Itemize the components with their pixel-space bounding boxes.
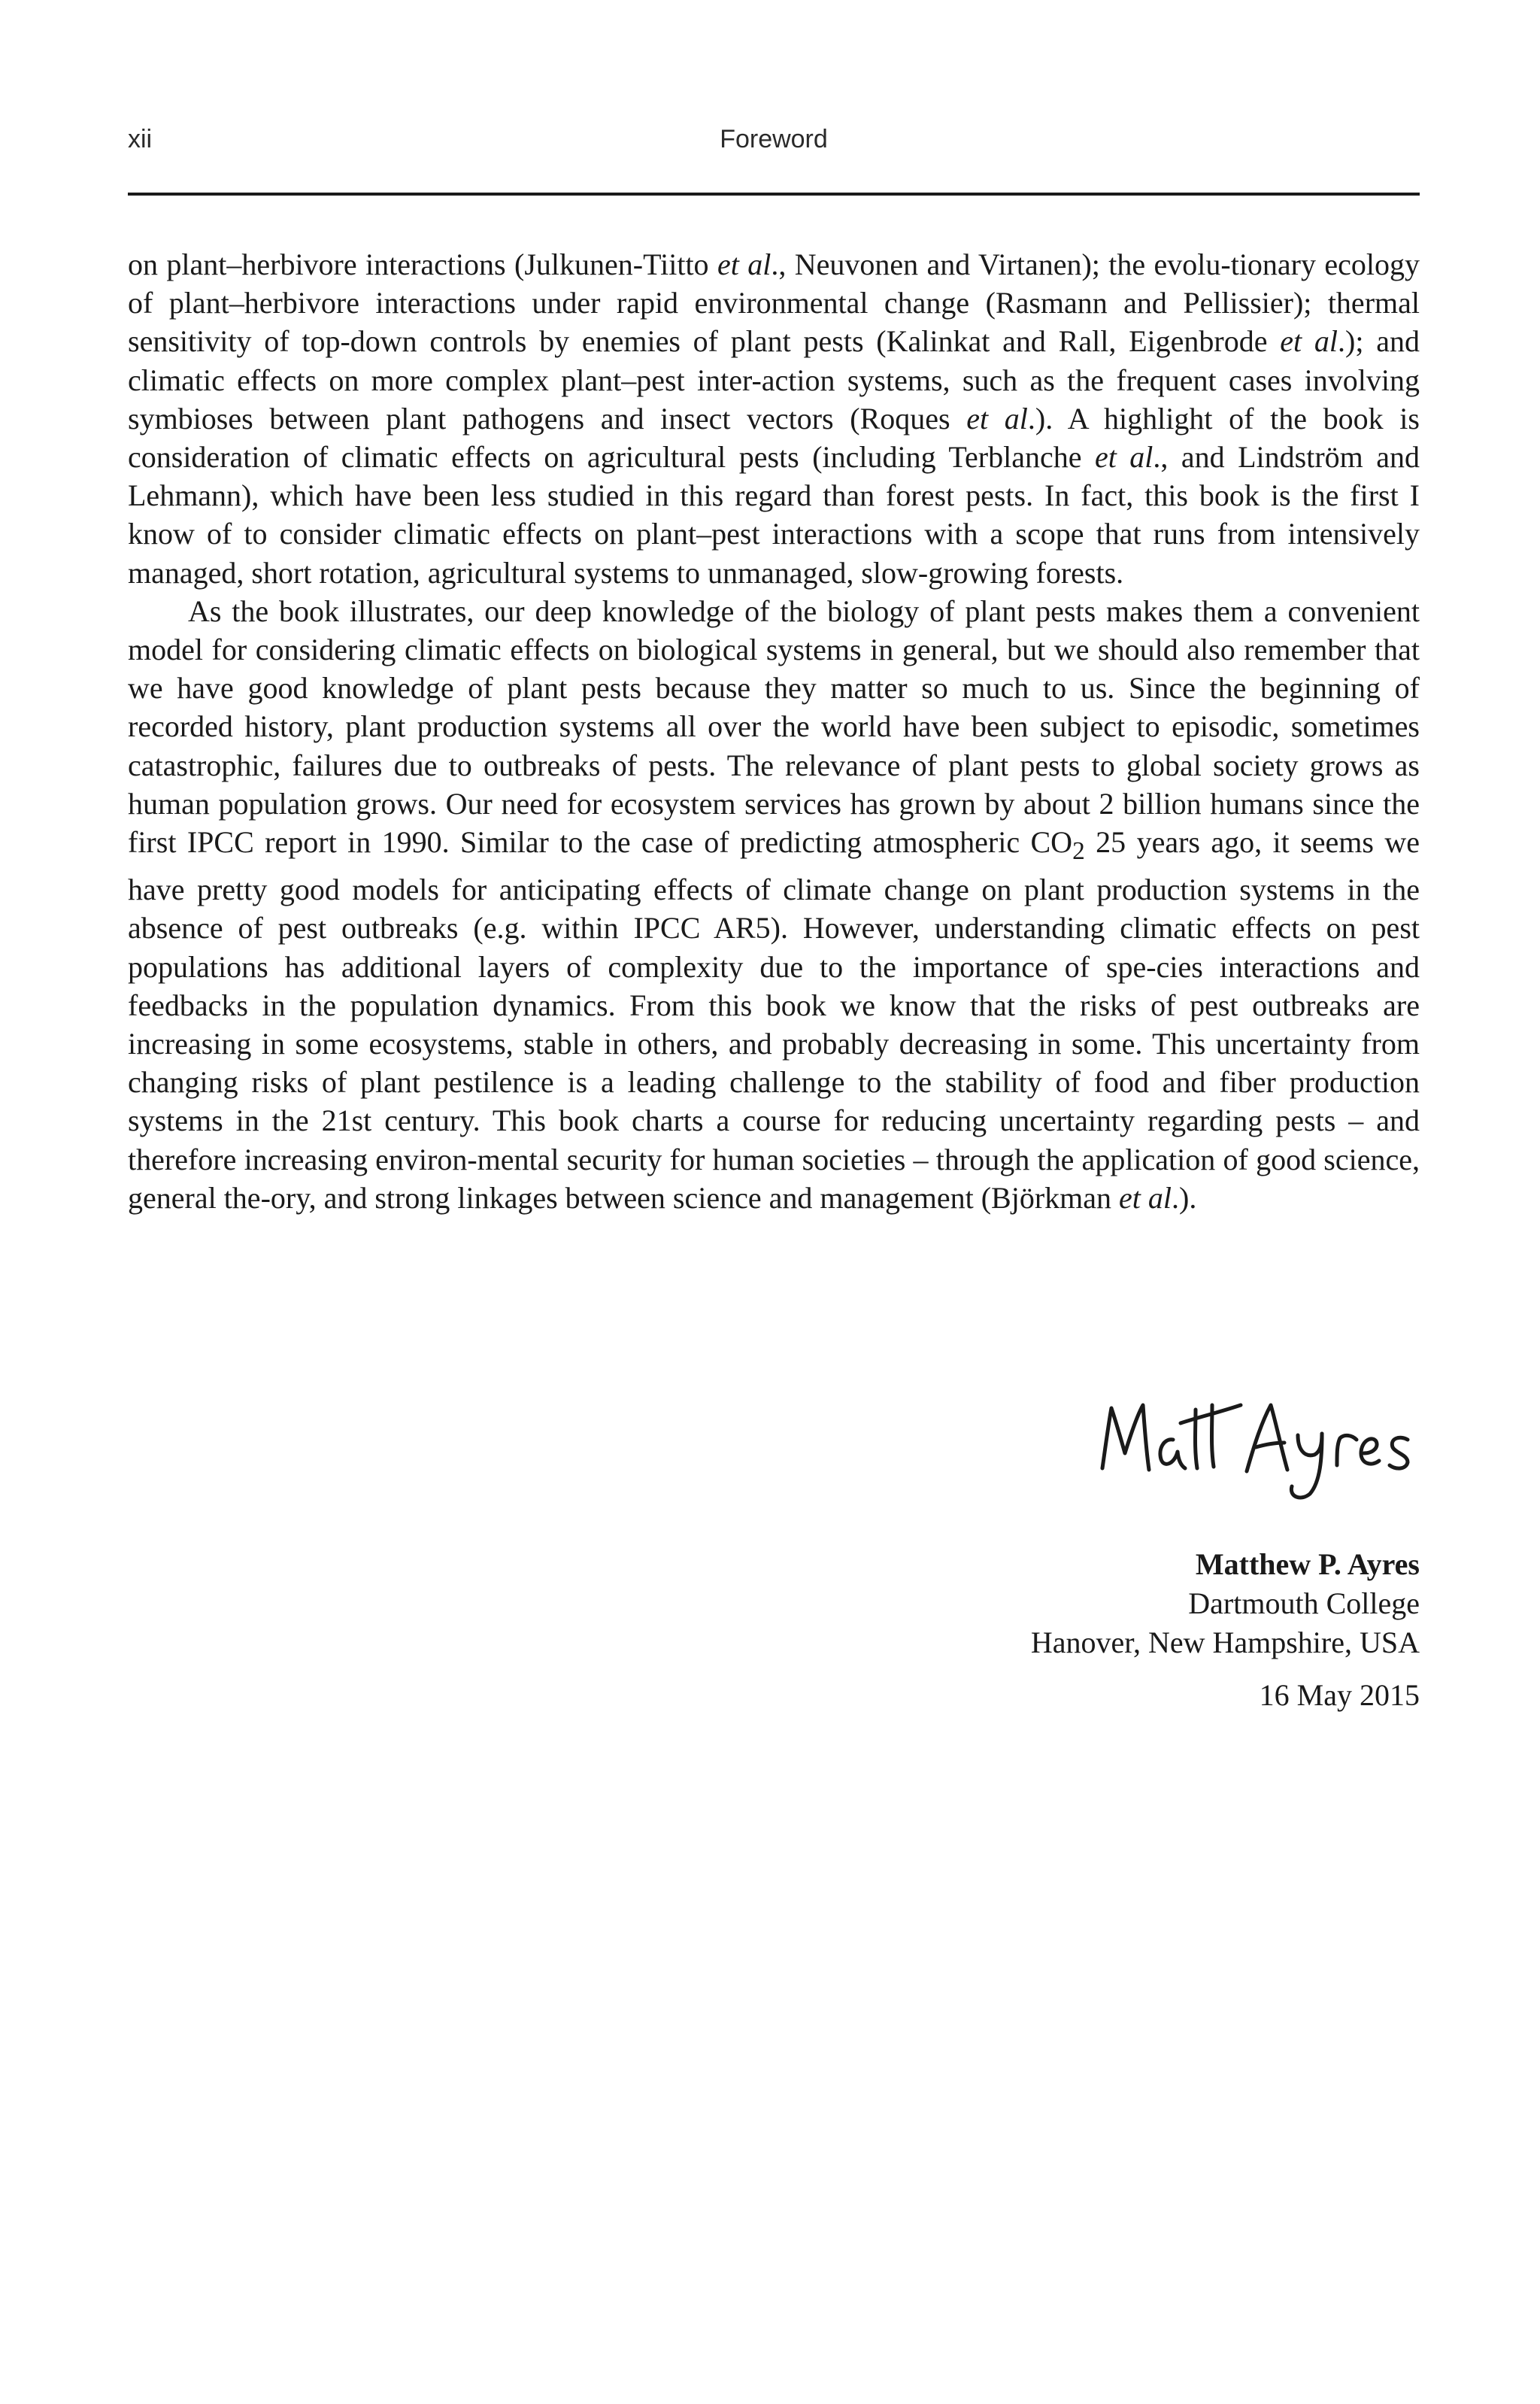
page-header [128, 125, 1420, 155]
foreword-body [128, 245, 1420, 1217]
running-title: Foreword [720, 125, 828, 153]
author-name: Matthew P. Ayres [1195, 1547, 1420, 1581]
paragraph-1: on plant–herbivore interactions (Julkunen-Tiitto et al., Neuvonen and Virtanen); the evolu-tionary ecology of plant–herbivore interactions under rapid environmental change (Rasmann and Pellissier); thermal sensitivity of top-down controls by enemies of plant pests (Kalinkat and Rall, Eigenbrode et al.); and climatic effects on more complex plant–pest inter-action systems, such as the frequent cases involving symbioses between plant pathogens and insect vectors (Roques et al.). A highlight of the book is consideration of climatic effects on agricultural pests (including Terblanche et al., and Lindström and Lehmann), which have been less studied in this regard than forest pests. In fact, this book is the first I know of to consider climatic effects on plant–pest interactions with a scope that runs from intensively managed, short rotation, agricultural systems to unmanaged, slow-growing forests. [128, 247, 1420, 590]
page-number: xii [128, 125, 153, 153]
author-affiliation: Dartmouth College [1188, 1586, 1420, 1620]
paragraph-2: As the book illustrates, our deep knowledge of the biology of plant pests makes them a convenient model for considering climatic effects on biological systems in general, but we should also remember that we have good knowledge of plant pests because they matter so much to us. Since the beginning of recorded history, plant production systems all over the world have been subject to episodic, sometimes catastrophic, failures due to outbreaks of pests. The relevance of plant pests to global society grows as human population grows. Our need for ecosystem services has grown by about 2 billion humans since the first IPCC report in 1990. Similar to the case of predicting atmospheric $CO_2$ 25 years ago, it seems we have pretty good models for anticipating effects of climate change on plant production systems in the absence of pest outbreaks (e.g. within IPCC AR5). However, understanding climatic effects on pest populations has additional layers of complexity due to the importance of spe-cies interactions and feedbacks in the population dynamics. From this book we know that the risks of pest outbreaks are increasing in some ecosystems, stable in others, and probably decreasing in some. This uncertainty from changing risks of plant pestilence is a leading challenge to the stability of food and fiber production systems in the 21st century. This book charts a course for reducing uncertainty regarding pests – and therefore increasing environ-mental security for human societies – through the application of good science, general the-ory, and strong linkages between science and management (Björkman et al.). [128, 593, 1420, 1215]
handwritten-signature [1092, 1380, 1423, 1507]
header-rule [128, 193, 1420, 196]
foreword-date: 16 May 2015 [1259, 1678, 1420, 1712]
author-location: Hanover, New Hampshire, USA [1030, 1625, 1420, 1659]
signoff-block [743, 1545, 1420, 1715]
